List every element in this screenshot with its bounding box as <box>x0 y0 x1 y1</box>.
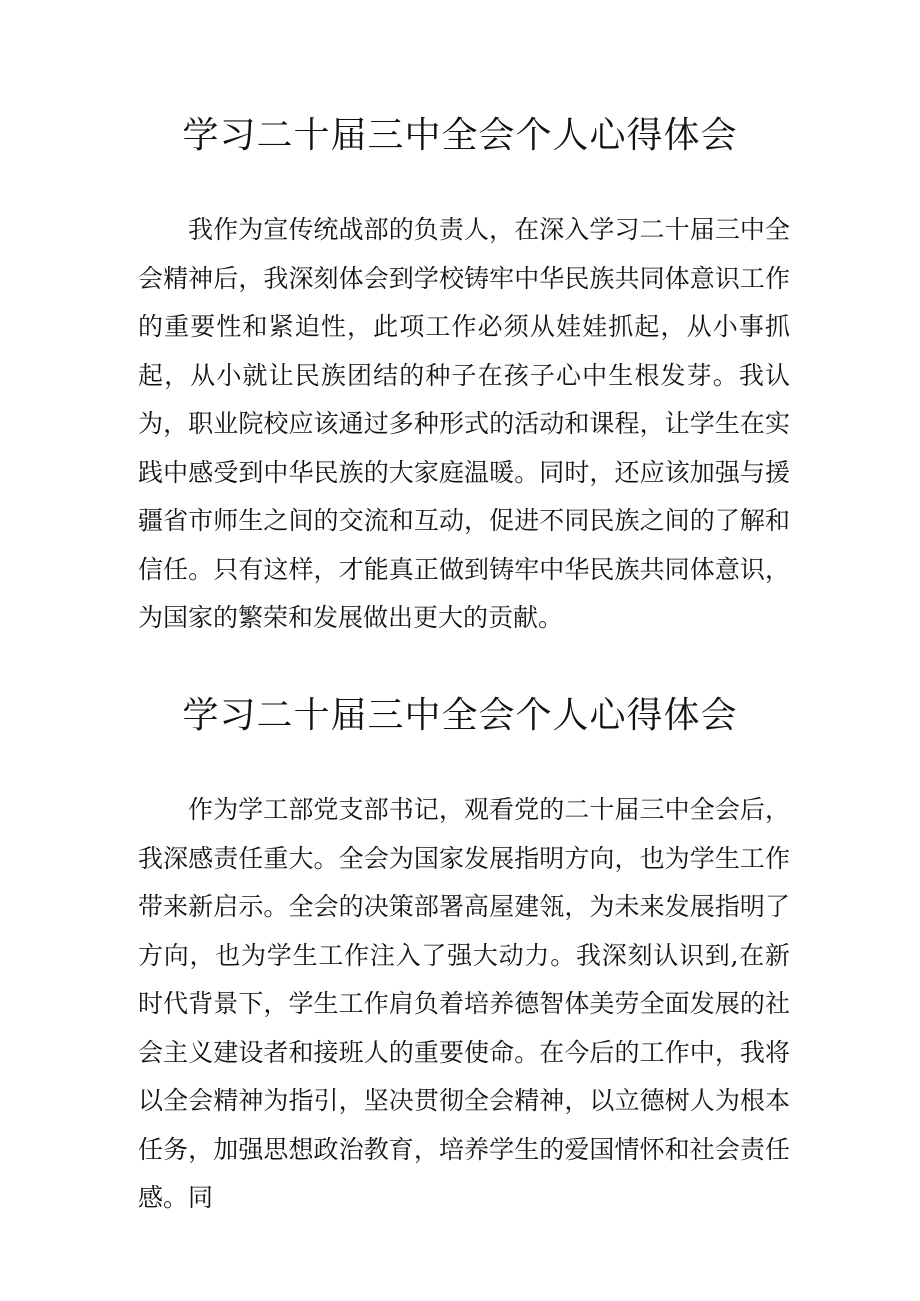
section-2-body: 作为学工部党支部书记，观看党的二十届三中全会后，我深感责任重大。全会为国家发展指明方向，也为学生工作带来新启示。全会的决策部署高屋建瓴，为未来发展指明了方向，也为学生工作注入了强大动力。我深刻认识到,在新时代背景下，学生工作肩负着培养德智体美劳全面发展的社会主义建设者和接班人的重要使命。在今后的工作中，我将以全会精神为指引，坚决贯彻全会精神，以立德树人为根本任务，加强思想政治教育，培养学生的爱国情怀和社会责任感。同 <box>138 795 790 1212</box>
section-2-title: 学习二十届三中全会个人心得体会 <box>182 695 738 736</box>
section-1-body: 我作为宣传统战部的负责人，在深入学习二十届三中全会精神后，我深刻体会到学校铸牢中华民族共同体意识工作的重要性和紧迫性，此项工作必须从娃娃抓起，从小事抓起，从小就让民族团结的种子在孩子心中生根发芽。我认为，职业院校应该通过多种形式的活动和课程，让学生在实践中感受到中华民族的大家庭温暖。同时，还应该加强与援疆省市师生之间的交流和互动，促进不同民族之间的了解和信任。只有这样，才能真正做到铸牢中华民族共同体意识，为国家的繁荣和发展做出更大的贡献。 <box>138 215 790 632</box>
section-1-title: 学习二十届三中全会个人心得体会 <box>182 115 738 156</box>
